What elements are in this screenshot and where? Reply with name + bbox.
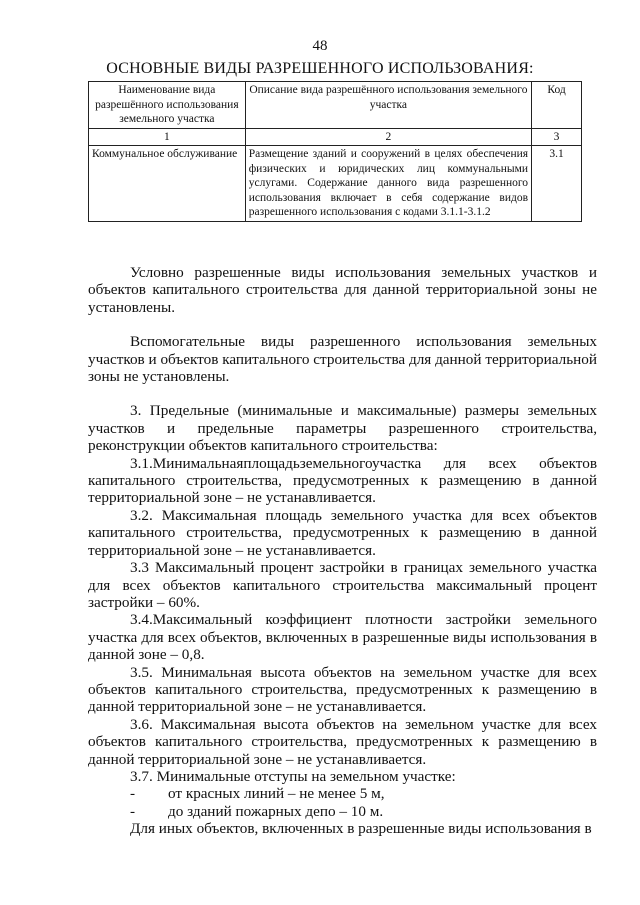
list-dash: - xyxy=(130,785,136,803)
table-row xyxy=(89,146,582,222)
paragraph-3-7: 3.7. Минимальные отступы на земельном участке: xyxy=(130,767,456,785)
header-description: Описание вида разрешённого использования земельного участка xyxy=(245,82,531,129)
cell-use-name: Коммунальное обслуживание xyxy=(89,146,246,222)
paragraph-conditional-uses: Условно разрешенные виды использования земельных участков и объектов капитального строительства для данной территориальной зоны не установлены. xyxy=(88,264,597,316)
list-item xyxy=(88,803,597,820)
page-number: 48 xyxy=(312,38,328,54)
list-dash: - xyxy=(130,802,136,820)
paragraph-3-1: 3.1.Минимальнаяплощадьземельногоучастка для всех объектов капитального строительства, предусмотренных к размещению в данной территориальной зоне – не устанавливается. xyxy=(88,454,597,507)
list-item-text: от красных линий – не менее 5 м, xyxy=(168,785,385,803)
paragraph-3-4: 3.4.Максимальный коэффициент плотности застройки земельного участка для всех объектов, включенных в разрешенные виды использования в данной зоне – 0,8. xyxy=(88,611,597,664)
document-body xyxy=(88,264,597,838)
page-title: ОСНОВНЫЕ ВИДЫ РАЗРЕШЕННОГО ИСПОЛЬЗОВАНИЯ: xyxy=(106,60,534,77)
paragraph-auxiliary-uses: Вспомогательные виды разрешенного использования земельных участков и объектов капитального строительства для данной территориальной зоны не установлены. xyxy=(88,333,597,386)
land-use-table xyxy=(88,81,582,222)
paragraph-3-2: 3.2. Максимальная площадь земельного участка для всех объектов капитального строительства, предусмотренных к размещению в данной территориальной зоне – не устанавливается. xyxy=(88,506,597,559)
header-name: Наименование вида разрешённого использования земельного участка xyxy=(89,82,246,129)
col-number-3: 3 xyxy=(532,128,582,146)
table-column-numbers-row xyxy=(89,128,582,146)
table-header-row xyxy=(89,82,582,129)
paragraph-3-5: 3.5. Минимальная высота объектов на земельном участке для всех объектов капитального строительства, предусмотренных к размещению в данной территориальной зоне – не устанавливается. xyxy=(88,663,597,716)
col-number-1: 1 xyxy=(89,128,246,146)
list-item-text: до зданий пожарных депо – 10 м. xyxy=(168,802,384,820)
paragraph-3-3: 3.3 Максимальный процент застройки в границах земельного участка для всех объектов капитального строительства максимальный процент застройки – 60%. xyxy=(88,559,597,611)
paragraph-other-objects: Для иных объектов, включенных в разрешенные виды использования в xyxy=(130,820,592,838)
col-number-2: 2 xyxy=(245,128,531,146)
header-code: Код xyxy=(532,82,582,129)
list-item xyxy=(88,785,597,802)
paragraph-section-3: 3. Предельные (минимальные и максимальные) размеры земельных участков и предельные параметры разрешенного строительства, реконструкции объектов капитального строительства: xyxy=(88,402,597,455)
cell-use-description: Размещение зданий и сооружений в целях обеспечения физических и юридических лиц коммунальными услугами. Содержание данного вида разрешенного использования включает в себя содержание видов разрешенного использования с кодами 3.1.1-3.1.2 xyxy=(245,146,531,222)
paragraph-3-6: 3.6. Максимальная высота объектов на земельном участке для всех объектов капитального строительства, предусмотренных к размещению в данной территориальной зоне – не устанавливается. xyxy=(88,715,597,768)
cell-use-code: 3.1 xyxy=(532,146,582,222)
